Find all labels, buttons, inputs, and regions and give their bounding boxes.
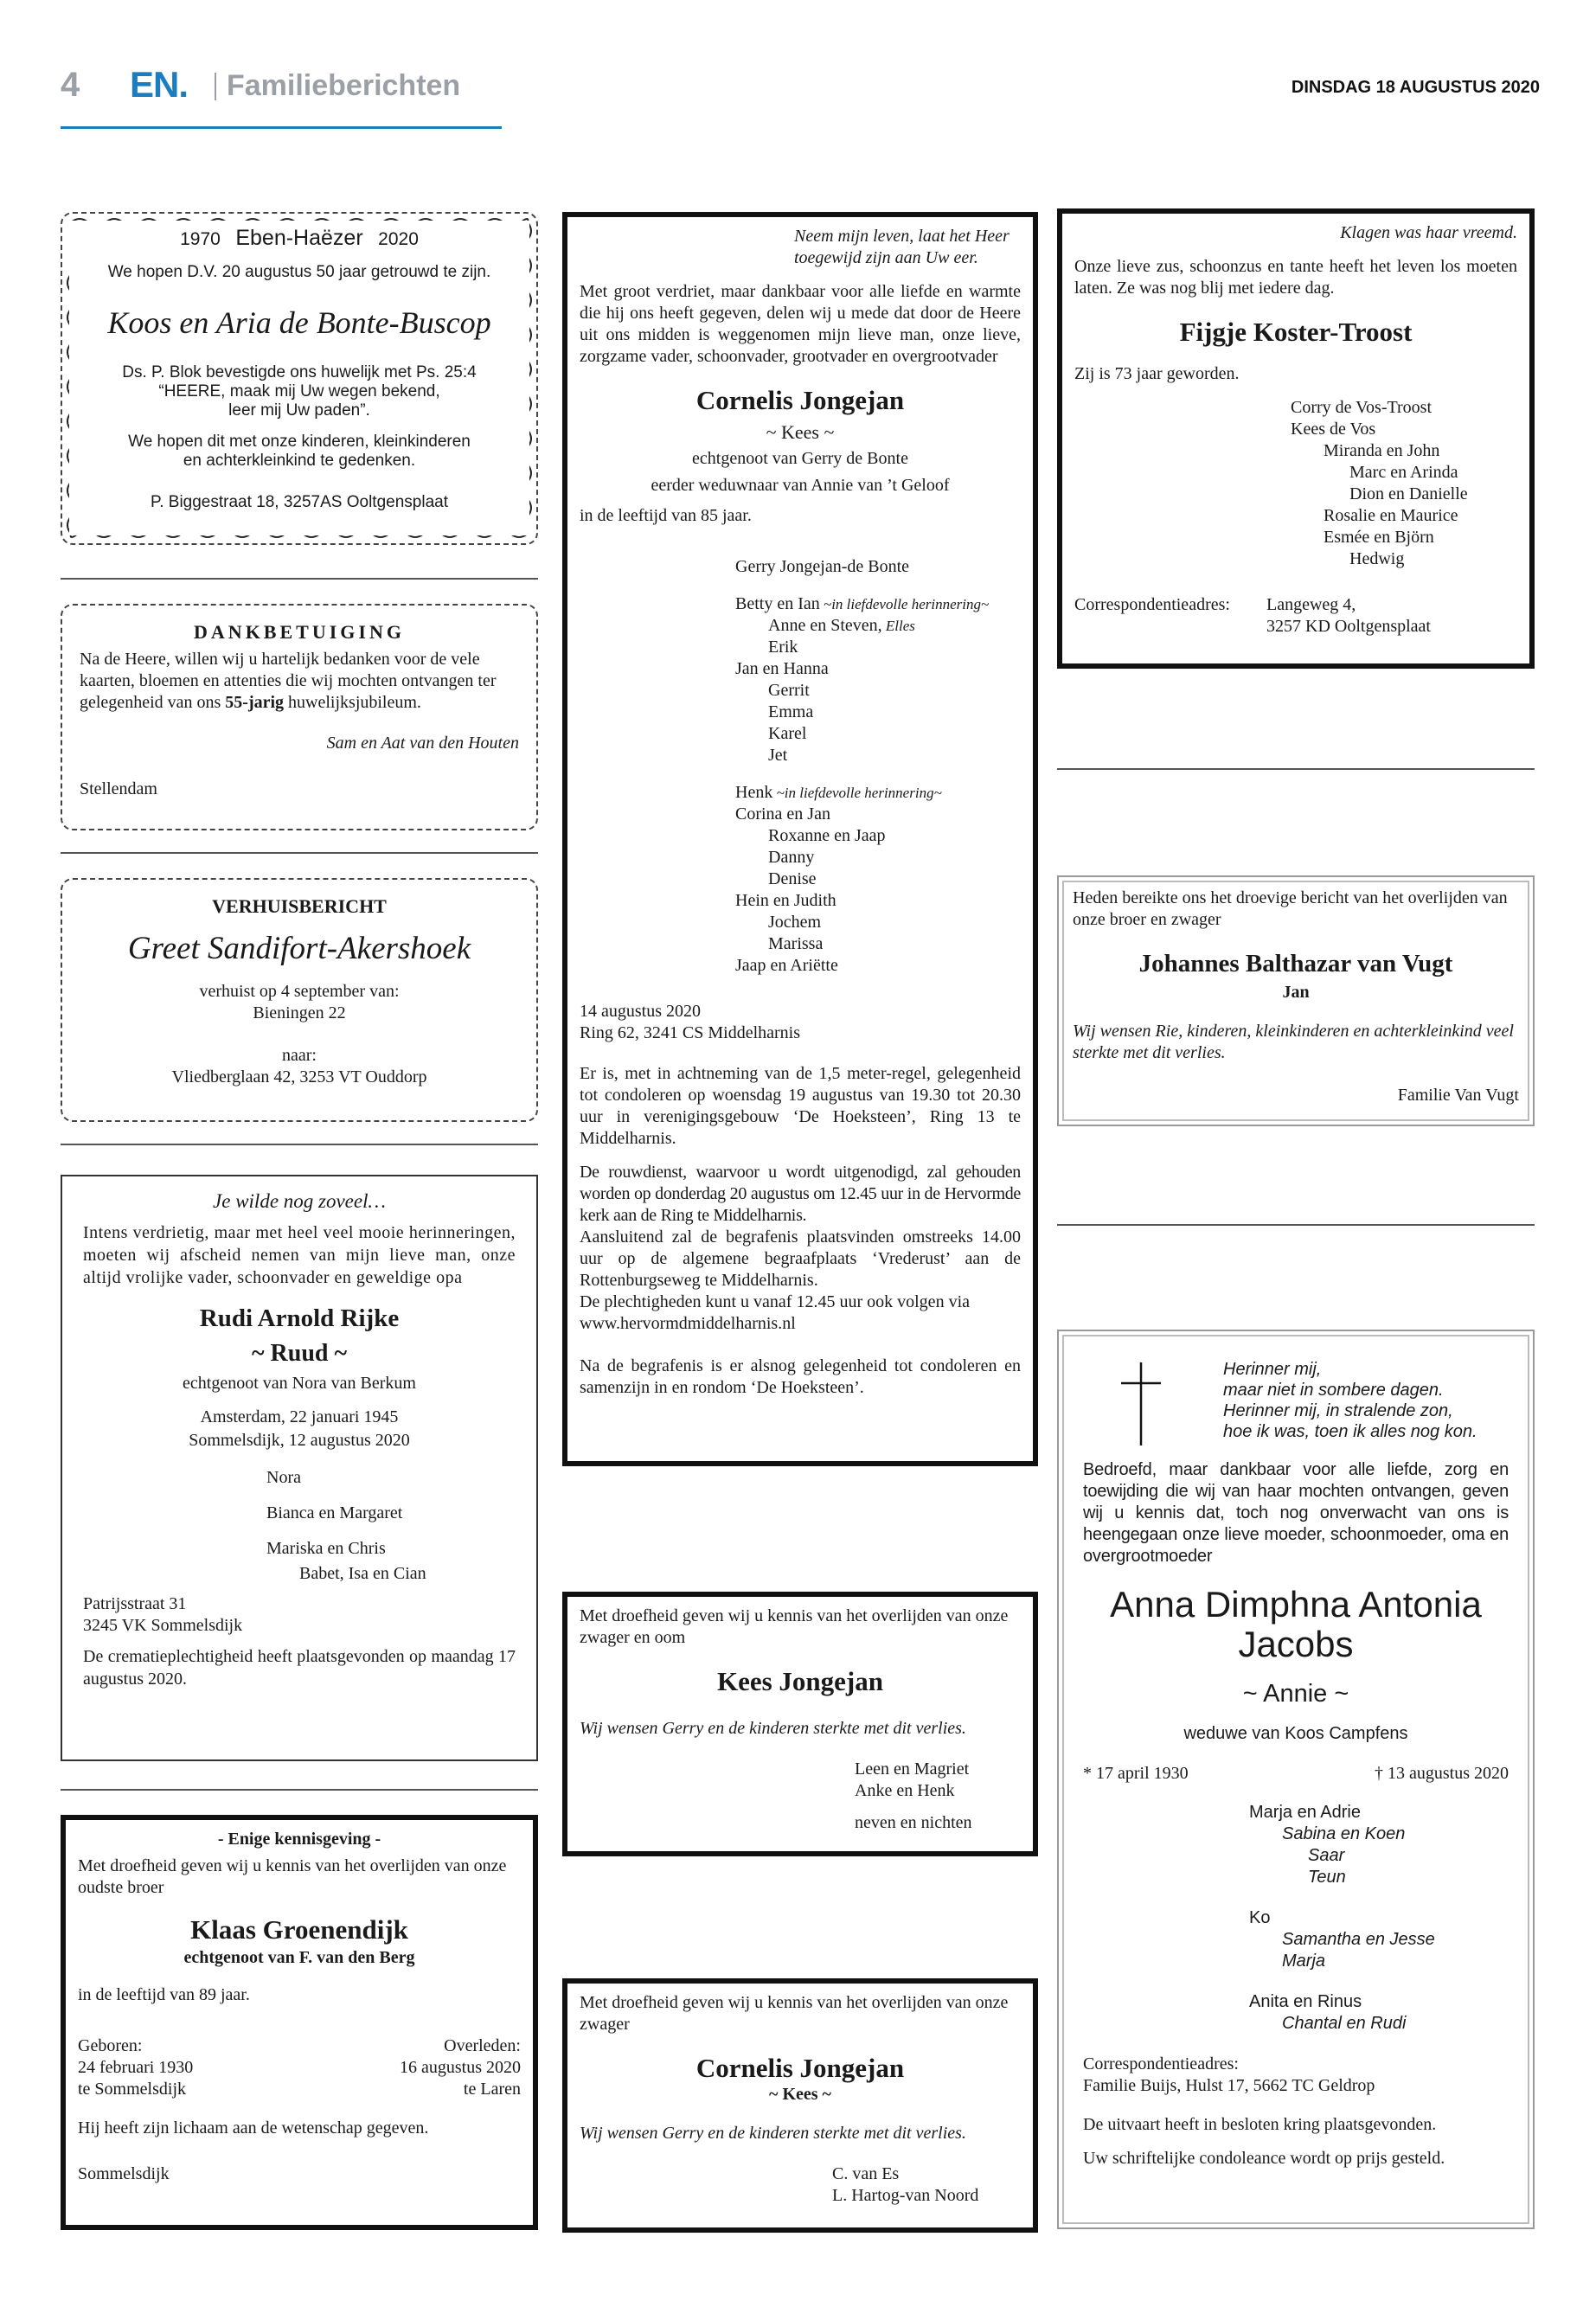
rudi-family-4: Babet, Isa en Cian xyxy=(299,1564,426,1583)
ad-cornelis-zwager xyxy=(562,1978,1038,2233)
anna-note-1: De uitvaart heeft in besloten kring plaatsgevonden. xyxy=(1083,2115,1437,2134)
klaas-died-date: 16 augustus 2020 xyxy=(400,2058,521,2077)
klaas-born-date: 24 februari 1930 xyxy=(78,2058,194,2077)
klaas-note: Hij heeft zijn lichaam aan de wetenschap gegeven. xyxy=(78,2118,429,2138)
cornelis-after: Na de begrafenis is er alsnog gelegenheid tot condoleren en samenzijn in en rondom ‘De Hoeksteen’. xyxy=(580,1356,1021,1397)
cornelis-family-note: ~in liefdevolle herinnering~ xyxy=(772,785,942,801)
anna-family-name: Anita en Rinus xyxy=(1249,1992,1362,2011)
thanks-jubilee: 55-jarig xyxy=(225,693,285,712)
cornelis-family-name: Hein en Judith xyxy=(735,891,836,910)
anna-name-2: Jacobs xyxy=(1238,1624,1354,1664)
cornelis-family-name: Marissa xyxy=(768,934,824,953)
klaas-died-block xyxy=(400,2035,521,2100)
cornelis-family-note: Elles xyxy=(881,618,915,634)
cornelis-family-member xyxy=(735,868,1021,890)
fijgje-family-member xyxy=(1291,484,1517,505)
anna-family-name: Marja en Adrie xyxy=(1249,1803,1361,1822)
anna-family-name: Marja xyxy=(1282,1952,1326,1971)
vugt-name: Johannes Balthazar van Vugt xyxy=(1138,950,1453,977)
rudi-born: Amsterdam, 22 januari 1945 xyxy=(200,1407,399,1426)
anna-poem-1: Herinner mij, xyxy=(1223,1360,1322,1379)
kees-name: Kees Jongejan xyxy=(716,1666,883,1696)
fijgje-corr-1: Langeweg 4, xyxy=(1266,595,1356,614)
cornelis-family-member xyxy=(735,637,1021,658)
cornelis-motto-2: toegewijd zijn aan Uw eer. xyxy=(794,248,978,267)
klaas-place: Sommelsdijk xyxy=(78,2164,170,2183)
fijgje-family-member xyxy=(1291,505,1517,527)
cornelis-age: in de leeftijd van 85 jaar. xyxy=(580,506,752,525)
rudi-family-1: Nora xyxy=(266,1468,301,1487)
cornelis-family-name: Gerry Jongejan-de Bonte xyxy=(735,557,910,576)
anna-family-member xyxy=(1249,1951,1509,1972)
cornelis-family-list xyxy=(580,556,1021,977)
vugt-signature: Familie Van Vugt xyxy=(1397,1086,1519,1105)
anna-corr-address: Familie Buijs, Hulst 17, 5662 TC Geldrop xyxy=(1083,2076,1375,2095)
vugt-wish: Wij wensen Rie, kinderen, kleinkinderen en achterkleinkind veel sterkte met dit verlies. xyxy=(1073,1022,1514,1062)
fijgje-family-list xyxy=(1074,397,1517,570)
rudi-family-3: Mariska en Chris xyxy=(266,1539,386,1558)
fijgje-family-name: Dion en Danielle xyxy=(1349,484,1468,503)
thanks-title: DANKBETUIGING xyxy=(194,621,405,643)
ad-fijgje xyxy=(1057,208,1535,669)
cornelis-family-member xyxy=(735,593,1021,615)
vugt-intro: Heden bereikte ons het droevige bericht van het overlijden van onze broer en zwager xyxy=(1073,888,1508,929)
fijgje-family-member xyxy=(1291,548,1517,570)
separator xyxy=(1057,1224,1535,1226)
ad-wedding xyxy=(61,212,538,545)
anna-family-member xyxy=(1249,2013,1509,2035)
cornelis-family-member xyxy=(735,890,1021,912)
cornelis-name: Cornelis Jongejan xyxy=(695,385,905,415)
ad-klaas xyxy=(61,1815,538,2230)
fijgje-family-name: Esmée en Björn xyxy=(1324,528,1434,547)
header-divider xyxy=(215,73,216,100)
anna-poem-3: Herinner mij, in stralende zon, xyxy=(1223,1401,1453,1420)
cornelis-family-name: Danny xyxy=(768,848,815,867)
anna-family-member xyxy=(1249,1867,1509,1888)
fijgje-family-name: Miranda en John xyxy=(1324,441,1440,460)
anna-family-name: Saar xyxy=(1308,1846,1345,1865)
klaas-died-place: te Laren xyxy=(463,2080,521,2099)
page-header xyxy=(61,61,1540,130)
cornelis-family-name: Roxanne en Jaap xyxy=(768,826,886,845)
cornelis-family-member xyxy=(735,782,1021,804)
fijgje-name: Fijgje Koster-Troost xyxy=(1179,317,1413,347)
cornelis-nickname: ~ Kees ~ xyxy=(766,421,835,443)
cornelis-intro: Met groot verdriet, maar dankbaar voor alle liefde en warmte die hij ons heeft gegeven, delen wij u mede dat door de Heere uit ons midden is weggenomen mijn lieve man, onze lieve, zorgzame vader, schoonvader, grootvader en overgrootvader xyxy=(580,282,1021,366)
cornelis-family-member xyxy=(735,912,1021,933)
ad-kees xyxy=(562,1592,1038,1856)
fijgje-corr-label: Correspondentieadres: xyxy=(1074,595,1230,614)
cornelis-family-name: Anne en Steven, xyxy=(768,616,882,635)
wedding-year-start: 1970 xyxy=(180,229,221,249)
ad-anna xyxy=(1057,1330,1535,2229)
separator xyxy=(61,1144,538,1145)
fijgje-family-name: Hedwig xyxy=(1349,549,1405,568)
anna-family-member xyxy=(1249,1991,1509,2013)
wedding-memory-2: en achterkleinkind te gedenken. xyxy=(183,452,416,470)
cornelis-family-name: Karel xyxy=(768,724,807,743)
fijgje-correspondence xyxy=(1074,594,1517,638)
klaas-born-place: te Sommelsdijk xyxy=(78,2080,186,2099)
cornelis-family-name: Henk xyxy=(735,783,773,802)
cornelis-family-name: Gerrit xyxy=(768,681,810,700)
cornelis2-sign-2: L. Hartog-van Noord xyxy=(832,2186,979,2205)
cornelis2-nickname: ~ Kees ~ xyxy=(769,2085,831,2104)
ad-moving xyxy=(61,878,538,1122)
klaas-spouse: echtgenoot van F. van den Berg xyxy=(183,1948,415,1967)
thanks-place: Stellendam xyxy=(80,779,157,798)
wedding-psalm-3: leer mij Uw paden”. xyxy=(228,401,370,420)
anna-family-name: Sabina en Koen xyxy=(1282,1824,1406,1843)
anna-corr-label: Correspondentieadres: xyxy=(1083,2054,1239,2073)
separator xyxy=(1057,768,1535,770)
fijgje-family-member xyxy=(1291,440,1517,462)
cornelis-family-member xyxy=(735,680,1021,702)
anna-family-name: Ko xyxy=(1249,1908,1271,1927)
klaas-died-label: Overleden: xyxy=(444,2036,521,2055)
anna-born: * 17 april 1930 xyxy=(1083,1764,1189,1783)
cornelis-family-member xyxy=(735,847,1021,868)
cornelis2-intro: Met droefheid geven wij u kennis van het overlijden van onze zwager xyxy=(580,1993,1009,2034)
anna-family-member xyxy=(1249,1907,1509,1929)
cornelis-condolence: Er is, met in achtneming van de 1,5 meter-regel, gelegenheid tot condoleren op woensdag 19 augustus van 19.30 tot 20.30 uur in verenigingsgebouw ‘De Hoeksteen’, Ring 13 te Middelharnis. xyxy=(580,1064,1021,1148)
fijgje-family-name: Kees de Vos xyxy=(1291,420,1376,439)
anna-widow: weduwe van Koos Campfens xyxy=(1183,1724,1408,1743)
klaas-heading: - Enige kennisgeving - xyxy=(217,1830,381,1849)
fijgje-age: Zij is 73 jaar geworden. xyxy=(1074,364,1240,383)
fijgje-motto: Klagen was haar vreemd. xyxy=(1340,223,1517,242)
anna-family-member xyxy=(1249,1823,1509,1845)
separator xyxy=(61,578,538,580)
wedding-memory-1: We hopen dit met onze kinderen, kleinkinderen xyxy=(128,433,471,451)
moving-title: VERHUISBERICHT xyxy=(212,895,387,917)
fijgje-corr-2: 3257 KD Ooltgensplaat xyxy=(1266,617,1431,636)
cornelis2-sign-1: C. van Es xyxy=(832,2164,900,2183)
rudi-spouse: echtgenoot van Nora van Berkum xyxy=(183,1374,416,1393)
anna-family-member xyxy=(1249,1802,1509,1823)
rudi-address-2: 3245 VK Sommelsdijk xyxy=(83,1616,243,1635)
thanks-text xyxy=(80,649,519,714)
cornelis-family-name: Betty en Ian xyxy=(735,594,820,613)
ad-vugt xyxy=(1057,875,1535,1126)
anna-poem-2: maar niet in sombere dagen. xyxy=(1223,1381,1444,1400)
fijgje-family-member xyxy=(1291,527,1517,548)
cornelis-motto-1: Neem mijn leven, laat het Heer xyxy=(794,227,1010,246)
kees-sign-3: neven en nichten xyxy=(855,1813,972,1832)
cornelis-family-member xyxy=(735,825,1021,847)
cornelis-family-name: Corina en Jan xyxy=(735,804,830,824)
klaas-dates xyxy=(78,2035,521,2100)
klaas-born-block xyxy=(78,2035,193,2100)
rudi-family-2: Bianca en Margaret xyxy=(266,1503,403,1522)
ad-cornelis xyxy=(562,212,1038,1466)
moving-line-3: naar: xyxy=(282,1046,317,1065)
anna-nickname: ~ Annie ~ xyxy=(1242,1680,1349,1708)
header-date: DINSDAG 18 AUGUSTUS 2020 xyxy=(1291,78,1540,97)
fijgje-family-member xyxy=(1291,419,1517,440)
cornelis-family-member xyxy=(735,615,1021,637)
anna-dates xyxy=(1083,1763,1509,1785)
wedding-years xyxy=(62,226,536,251)
cornelis-family-note: ~in liefdevolle herinnering~ xyxy=(819,596,990,612)
rudi-note: De crematieplechtigheid heeft plaatsgevonden op maandag 17 augustus 2020. xyxy=(83,1647,516,1689)
fijgje-family-name: Rosalie en Maurice xyxy=(1324,506,1458,525)
wedding-house-name: Eben-Haëzer xyxy=(235,226,363,250)
rudi-died: Sommelsdijk, 12 augustus 2020 xyxy=(189,1431,410,1450)
wedding-psalm-2: “HEERE, maak mij Uw wegen bekend, xyxy=(158,382,440,401)
fijgje-family-member xyxy=(1291,397,1517,419)
kees-intro: Met droefheid geven wij u kennis van het overlijden van onze zwager en oom xyxy=(580,1606,1009,1647)
anna-family-list xyxy=(1083,1802,1509,2035)
thanks-signature: Sam en Aat van den Houten xyxy=(326,734,519,753)
kees-sign-1: Leen en Magriet xyxy=(855,1759,970,1779)
fijgje-family-name: Marc en Arinda xyxy=(1349,463,1458,482)
anna-poem-4: hoe ik was, toen ik alles nog kon. xyxy=(1223,1422,1477,1441)
wedding-address: P. Biggestraat 18, 3257AS Ooltgensplaat xyxy=(150,493,448,511)
cornelis2-name: Cornelis Jongejan xyxy=(695,2053,905,2083)
thanks-text-end: huwelijksjubileum. xyxy=(288,693,421,712)
cornelis-family-name: Erik xyxy=(768,638,798,657)
anna-family-name: Samantha en Jesse xyxy=(1282,1930,1435,1949)
cornelis-date: 14 augustus 2020 xyxy=(580,1002,701,1021)
anna-family-member xyxy=(1249,1929,1509,1951)
cornelis-family-member xyxy=(735,658,1021,680)
wedding-psalm-1: Ds. P. Blok bevestigde ons huwelijk met Ps. 25:4 xyxy=(122,363,477,381)
anna-family-name: Chantal en Rudi xyxy=(1282,2014,1407,2033)
thanks-text-body: Na de Heere, willen wij u hartelijk bedanken voor de vele kaarten, bloemen en attenties die wij mochten ontvangen ter gelegenheid van ons xyxy=(80,650,497,712)
moving-name: Greet Sandifort-Akershoek xyxy=(127,931,471,966)
anna-family-name: Teun xyxy=(1308,1868,1346,1887)
fijgje-corr-address xyxy=(1266,594,1431,638)
wedding-couple: Koos en Aria de Bonte-Buscop xyxy=(107,305,491,340)
anna-died: † 13 augustus 2020 xyxy=(1375,1764,1509,1783)
cornelis-service-1: De rouwdienst, waarvoor u wordt uitgenodigd, zal gehouden worden op donderdag 20 augustus om 12.45 uur in de Hervormde kerk aan de Ring te Middelharnis. xyxy=(580,1163,1021,1225)
wedding-year-end: 2020 xyxy=(378,229,419,249)
fijgje-family-name: Corry de Vos-Troost xyxy=(1291,398,1432,417)
cross-icon xyxy=(1119,1361,1163,1447)
vugt-nickname: Jan xyxy=(1282,983,1310,1002)
ad-rudi xyxy=(61,1175,538,1761)
ad-thanks xyxy=(61,604,538,830)
page-number: 4 xyxy=(61,66,80,104)
header-rule xyxy=(61,126,502,129)
cornelis-family-name: Emma xyxy=(768,702,814,721)
klaas-born-label: Geboren: xyxy=(78,2036,143,2055)
rudi-intro: Intens verdrietig, maar met heel veel mooie herinneringen, moeten wij afscheid nemen van mijn lieve man, onze altijd vrolijke vader, schoonvader en geweldige opa xyxy=(83,1223,516,1287)
cornelis-widower: eerder weduwnaar van Annie van ’t Geloof xyxy=(651,476,950,495)
fijgje-family-member xyxy=(1291,462,1517,484)
cornelis-service-3: De plechtigheden kunt u vanaf 12.45 uur ook volgen via www.hervormdmiddelharnis.nl xyxy=(580,1292,970,1333)
cornelis-family-member xyxy=(735,745,1021,766)
anna-note-2: Uw schriftelijke condoleance wordt op prijs gesteld. xyxy=(1083,2149,1445,2168)
fijgje-intro: Onze lieve zus, schoonzus en tante heeft het leven los moeten laten. Ze was nog blij met iedere dag. xyxy=(1074,257,1517,298)
cornelis-family-name: Denise xyxy=(768,869,817,888)
rudi-motto: Je wilde nog zoveel… xyxy=(213,1190,386,1212)
rudi-nickname: ~ Ruud ~ xyxy=(251,1340,348,1367)
cornelis-family-member xyxy=(735,933,1021,955)
cornelis-family-member xyxy=(735,723,1021,745)
cornelis-family-name: Jaap en Ariëtte xyxy=(735,956,838,975)
cornelis-family-member xyxy=(735,556,1021,578)
rudi-address-1: Patrijsstraat 31 xyxy=(83,1594,187,1613)
klaas-intro: Met droefheid geven wij u kennis van het overlijden van onze oudste broer xyxy=(78,1856,507,1897)
moving-line-2: Bieningen 22 xyxy=(253,1003,346,1022)
kees-sign-2: Anke en Henk xyxy=(855,1781,955,1800)
separator xyxy=(61,852,538,854)
cornelis2-wish: Wij wensen Gerry en de kinderen sterkte met dit verlies. xyxy=(580,2124,966,2143)
cornelis-family-member xyxy=(735,702,1021,723)
cornelis-service-2: Aansluitend zal de begrafenis plaatsvinden omstreeks 14.00 uur op de algemene begraafplaats ‘Vrederust’ aan de Rottenburgseweg te Middelharnis. xyxy=(580,1227,1021,1290)
moving-line-4: Vliedberglaan 42, 3253 VT Ouddorp xyxy=(171,1067,427,1086)
anna-family-member xyxy=(1249,1845,1509,1867)
newspaper-logo: EN. xyxy=(130,64,189,105)
section-title: Familieberichten xyxy=(227,69,461,102)
wedding-intro: We hopen D.V. 20 augustus 50 jaar getrouwd te zijn. xyxy=(107,263,491,281)
cornelis-address: Ring 62, 3241 CS Middelharnis xyxy=(580,1023,801,1042)
cornelis-family-member xyxy=(735,955,1021,977)
kees-wish: Wij wensen Gerry en de kinderen sterkte met dit verlies. xyxy=(580,1719,966,1738)
rudi-name: Rudi Arnold Rijke xyxy=(199,1304,400,1332)
cornelis-spouse: echtgenoot van Gerry de Bonte xyxy=(692,449,908,468)
anna-intro: Bedroefd, maar dankbaar voor alle liefde, zorg en toewijding die wij van haar mochten ontvangen, geven wij u kennis dat, toch nog onverwacht van ons is heengegaan onze lieve moeder, schoonmoeder, oma en overgrootmoeder xyxy=(1083,1460,1509,1566)
anna-name-1: Anna Dimphna Antonia xyxy=(1110,1584,1482,1625)
cornelis-family-name: Jet xyxy=(768,746,788,765)
cornelis-family-name: Jochem xyxy=(768,913,822,932)
cornelis-family-name: Jan en Hanna xyxy=(735,659,829,678)
klaas-name: Klaas Groenendijk xyxy=(190,1914,408,1945)
moving-line-1: verhuist op 4 september van: xyxy=(199,982,400,1001)
separator xyxy=(61,1789,538,1791)
klaas-age: in de leeftijd van 89 jaar. xyxy=(78,1985,250,2004)
cornelis-family-member xyxy=(735,804,1021,825)
